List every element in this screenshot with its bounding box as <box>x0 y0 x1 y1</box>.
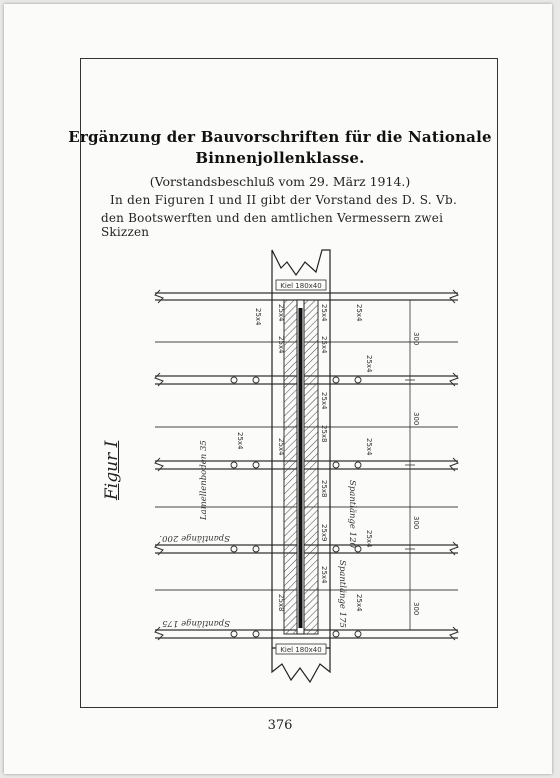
keel-label-bottom: Kiel 180x40 <box>280 646 322 654</box>
body-text-line-2: den Bootswerften und den amtlichen Vermessern zwei Skizzen <box>101 211 444 239</box>
section-label: 25x4 <box>277 438 285 456</box>
section-label: 25x4 <box>277 336 285 354</box>
section-label: 25x8 <box>320 425 328 443</box>
keel-dimension-bottom <box>276 644 326 654</box>
handwritten-right-label-2: Spantlänge 175 <box>337 560 347 628</box>
figure-label: Figur I <box>102 440 122 500</box>
handwritten-plank-length-2: Spantlänge 175 <box>162 618 230 628</box>
spacing-dimension-line <box>405 300 415 630</box>
section-label: 25x4 <box>320 566 328 584</box>
section-label: 25x4 <box>236 432 244 450</box>
section-label: 25x4 <box>365 530 373 548</box>
resolution-note: (Vorstandsbeschluß vom 29. März 1914.) <box>149 174 411 189</box>
section-label: 25x4 <box>365 438 373 456</box>
spacing-label-4: 300 <box>412 602 420 616</box>
spacing-label-1: 300 <box>412 332 420 346</box>
keel-dimension-top <box>276 280 326 290</box>
handwritten-plank-length: Spantlänge 200. <box>159 533 230 543</box>
section-label: 25x8 <box>320 480 328 498</box>
section-label: 25x4 <box>365 355 373 373</box>
section-label: 25x4 <box>277 304 285 322</box>
title-line-2: Binnenjollenklasse. <box>195 149 365 167</box>
section-label: 25x4 <box>320 392 328 410</box>
section-label: 25x4 <box>254 308 262 326</box>
section-label: 25x4 <box>320 304 328 322</box>
spacing-label-3: 300 <box>412 516 420 530</box>
handwritten-center-label: Lamellenboden 35 <box>199 440 209 520</box>
title-line-1: Ergänzung der Bauvorschriften für die Nationale <box>68 128 492 146</box>
keel-label-top: Kiel 180x40 <box>280 282 322 290</box>
page-number: 376 <box>267 718 293 733</box>
spacing-label-2: 300 <box>412 412 420 426</box>
body-text-line-1: In den Figuren I und II gibt der Vorstand des D. S. Vb. <box>110 193 458 207</box>
handwritten-right-label: Spantlänge 120 <box>347 480 357 548</box>
section-label: 25x9 <box>320 524 328 542</box>
section-label: 25x4 <box>320 336 328 354</box>
section-label: 25x8 <box>277 594 285 612</box>
section-label: 25x4 <box>355 304 363 322</box>
section-label: 25x4 <box>355 594 363 612</box>
